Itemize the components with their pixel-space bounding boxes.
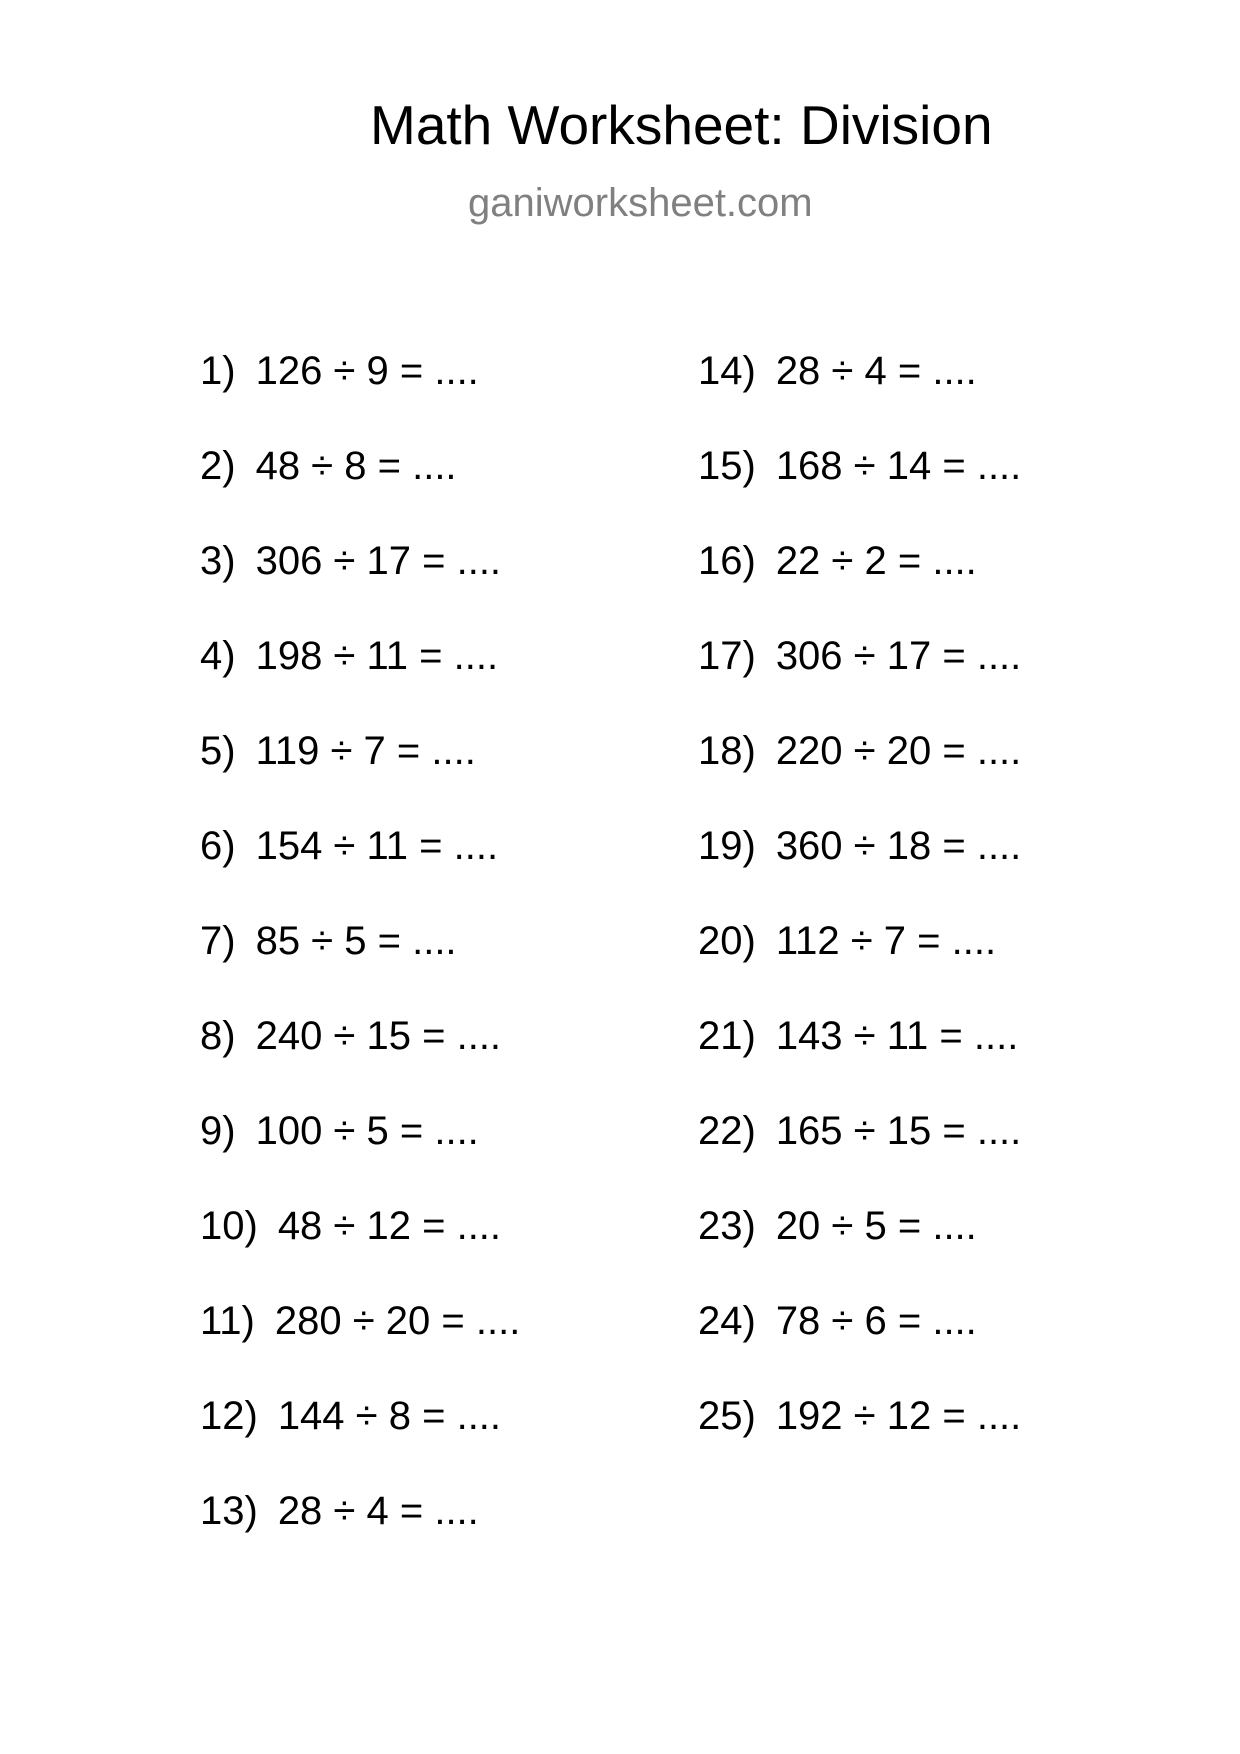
- problem-expression: 306 ÷ 17 =: [255, 539, 446, 583]
- answer-blank[interactable]: ....: [456, 1014, 502, 1058]
- problem-expression: 168 ÷ 14 =: [775, 444, 966, 488]
- problem-number: 14): [698, 349, 756, 393]
- answer-blank[interactable]: ....: [976, 729, 1022, 773]
- answer-blank[interactable]: ....: [434, 349, 479, 393]
- problem-expression: 85 ÷ 5 =: [255, 919, 401, 963]
- problem-number: 12): [200, 1394, 258, 1438]
- answer-blank[interactable]: ....: [976, 634, 1022, 678]
- problem-expression: 192 ÷ 12 =: [775, 1394, 966, 1438]
- problem-number: 22): [698, 1109, 756, 1153]
- problem-item: [200, 826, 520, 921]
- problem-expression: 28 ÷ 4 =: [775, 349, 922, 393]
- problem-item: [200, 1491, 520, 1586]
- problem-number: 13): [200, 1489, 258, 1533]
- answer-blank[interactable]: ....: [475, 1299, 521, 1343]
- answer-blank[interactable]: ....: [932, 539, 977, 583]
- answer-blank[interactable]: ....: [434, 1109, 479, 1153]
- problem-item: [200, 1206, 520, 1301]
- problem-expression: 20 ÷ 5 =: [775, 1204, 922, 1248]
- problem-item: [200, 1301, 520, 1396]
- problem-expression: 144 ÷ 8 =: [277, 1394, 446, 1438]
- problem-expression: 22 ÷ 2 =: [775, 539, 922, 583]
- problems-column-right: [698, 351, 1021, 1491]
- problem-item: [200, 921, 520, 1016]
- problem-number: 16): [698, 539, 756, 583]
- problem-number: 15): [698, 444, 756, 488]
- problem-number: 6): [200, 824, 236, 868]
- answer-blank[interactable]: ....: [951, 919, 997, 963]
- problem-item: [698, 541, 1021, 636]
- problem-expression: 280 ÷ 20 =: [274, 1299, 465, 1343]
- problem-item: [698, 351, 1021, 446]
- problem-number: 5): [200, 729, 236, 773]
- problem-expression: 360 ÷ 18 =: [775, 824, 966, 868]
- problem-item: [200, 636, 520, 731]
- problem-number: 18): [698, 729, 756, 773]
- page-title: Math Worksheet: Division: [370, 94, 993, 156]
- problem-item: [698, 731, 1021, 826]
- problem-expression: 48 ÷ 8 =: [255, 444, 401, 488]
- answer-blank[interactable]: ....: [973, 1014, 1019, 1058]
- problem-expression: 100 ÷ 5 =: [255, 1109, 424, 1153]
- problem-number: 23): [698, 1204, 756, 1248]
- site-subtitle: ganiworksheet.com: [468, 181, 813, 225]
- problem-item: [200, 1111, 520, 1206]
- problem-number: 4): [200, 634, 236, 678]
- problem-number: 21): [698, 1014, 756, 1058]
- answer-blank[interactable]: ....: [976, 1394, 1022, 1438]
- problem-item: [200, 731, 520, 826]
- answer-blank[interactable]: ....: [932, 1299, 977, 1343]
- problem-number: 19): [698, 824, 756, 868]
- answer-blank[interactable]: ....: [456, 1204, 502, 1248]
- answer-blank[interactable]: ....: [932, 1204, 977, 1248]
- problem-number: 10): [200, 1204, 258, 1248]
- problem-number: 25): [698, 1394, 756, 1438]
- problem-item: [698, 1396, 1021, 1491]
- problem-expression: 28 ÷ 4 =: [277, 1489, 424, 1533]
- answer-blank[interactable]: ....: [434, 1489, 479, 1533]
- problem-item: [698, 636, 1021, 731]
- problem-expression: 198 ÷ 11 =: [255, 634, 443, 678]
- answer-blank[interactable]: ....: [412, 444, 457, 488]
- problem-number: 1): [200, 349, 236, 393]
- problem-expression: 119 ÷ 7 =: [255, 729, 421, 773]
- answer-blank[interactable]: ....: [453, 634, 499, 678]
- problem-number: 17): [698, 634, 756, 678]
- problem-expression: 143 ÷ 11 =: [775, 1014, 963, 1058]
- problem-expression: 306 ÷ 17 =: [775, 634, 966, 678]
- problem-expression: 78 ÷ 6 =: [775, 1299, 922, 1343]
- problem-item: [698, 446, 1021, 541]
- problem-number: 3): [200, 539, 236, 583]
- problem-expression: 126 ÷ 9 =: [255, 349, 424, 393]
- problem-number: 8): [200, 1014, 236, 1058]
- answer-blank[interactable]: ....: [976, 444, 1022, 488]
- problem-item: [698, 1301, 1021, 1396]
- answer-blank[interactable]: ....: [976, 1109, 1022, 1153]
- problem-item: [698, 1111, 1021, 1206]
- answer-blank[interactable]: ....: [453, 824, 499, 868]
- problem-item: [200, 1016, 520, 1111]
- problem-item: [698, 1206, 1021, 1301]
- problem-number: 24): [698, 1299, 756, 1343]
- problem-item: [698, 1016, 1021, 1111]
- problem-item: [698, 826, 1021, 921]
- problem-item: [200, 351, 520, 446]
- problem-expression: 220 ÷ 20 =: [775, 729, 966, 773]
- problem-expression: 240 ÷ 15 =: [255, 1014, 446, 1058]
- problem-expression: 112 ÷ 7 =: [775, 919, 941, 963]
- problem-item: [200, 446, 520, 541]
- problem-number: 7): [200, 919, 236, 963]
- problem-number: 2): [200, 444, 236, 488]
- problem-item: [200, 1396, 520, 1491]
- answer-blank[interactable]: ....: [456, 539, 502, 583]
- problem-expression: 48 ÷ 12 =: [277, 1204, 446, 1248]
- problem-expression: 154 ÷ 11 =: [255, 824, 443, 868]
- answer-blank[interactable]: ....: [932, 349, 977, 393]
- problems-column-left: [200, 351, 520, 1586]
- answer-blank[interactable]: ....: [431, 729, 476, 773]
- problem-expression: 165 ÷ 15 =: [775, 1109, 966, 1153]
- problem-item: [200, 541, 520, 636]
- problem-number: 9): [200, 1109, 236, 1153]
- problem-number: 20): [698, 919, 756, 963]
- answer-blank[interactable]: ....: [456, 1394, 502, 1438]
- answer-blank[interactable]: ....: [412, 919, 457, 963]
- problem-number: 11): [200, 1299, 255, 1343]
- answer-blank[interactable]: ....: [976, 824, 1022, 868]
- problem-item: [698, 921, 1021, 1016]
